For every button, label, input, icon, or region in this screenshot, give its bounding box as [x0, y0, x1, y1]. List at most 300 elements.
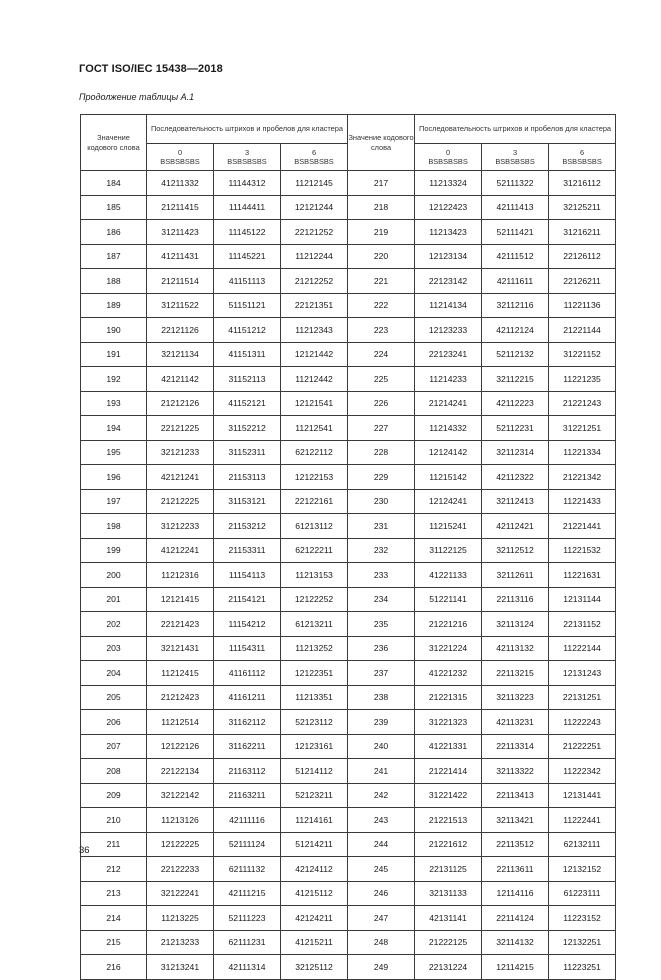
cluster-0-pattern-right: 41221232 [415, 661, 482, 686]
value-column-header-left: Значение кодового слова [81, 115, 147, 171]
cluster-0-pattern-left: 42121142 [147, 367, 214, 392]
cluster-pattern: BSBSBSBS [428, 157, 468, 166]
codeword-value-right: 240 [348, 734, 415, 759]
cluster-3-pattern-right: 32113223 [482, 685, 549, 710]
cluster-3-pattern-right: 42113132 [482, 636, 549, 661]
cluster-6-pattern-right: 11221433 [549, 489, 616, 514]
table-row [81, 244, 616, 269]
codeword-value-left: 191 [81, 342, 147, 367]
cluster-3-pattern-right: 22113413 [482, 783, 549, 808]
table-row [81, 367, 616, 392]
cluster-3-pattern-left: 21153311 [214, 538, 281, 563]
table-row [81, 538, 616, 563]
cluster-3-pattern-right: 42112421 [482, 514, 549, 539]
codeword-value-left: 205 [81, 685, 147, 710]
cluster-3-pattern-right: 42112124 [482, 318, 549, 343]
codeword-value-right: 222 [348, 293, 415, 318]
cluster-0-pattern-right: 22123241 [415, 342, 482, 367]
codeword-value-left: 206 [81, 710, 147, 735]
cluster-3-pattern-left: 11154212 [214, 612, 281, 637]
table-row [81, 710, 616, 735]
cluster-3-pattern-left: 11144312 [214, 171, 281, 196]
codeword-value-right: 217 [348, 171, 415, 196]
cluster-3-pattern-left: 41161112 [214, 661, 281, 686]
cluster-6-pattern-left: 11212442 [281, 367, 348, 392]
codeword-value-left: 213 [81, 881, 147, 906]
cluster-0-pattern-right: 11214134 [415, 293, 482, 318]
cluster-6-pattern-left: 22122161 [281, 489, 348, 514]
cluster-0-pattern-left: 31211522 [147, 293, 214, 318]
cluster-0-pattern-right: 11215142 [415, 465, 482, 490]
cluster-6-pattern-left: 41215112 [281, 881, 348, 906]
cluster-6-pattern-left: 11212145 [281, 171, 348, 196]
table-row [81, 465, 616, 490]
cluster-pattern: BSBSBSBS [294, 157, 334, 166]
cluster-3-pattern-left: 31152311 [214, 440, 281, 465]
table-row [81, 171, 616, 196]
cluster-0-pattern-right: 12124241 [415, 489, 482, 514]
cluster-6-pattern-right: 12131441 [549, 783, 616, 808]
table-row [81, 832, 616, 857]
cluster-3-pattern-right: 32112512 [482, 538, 549, 563]
cluster-6-pattern-left: 11214161 [281, 808, 348, 833]
cluster-3-pattern-left: 31152212 [214, 416, 281, 441]
table-row [81, 857, 616, 882]
cluster-6-pattern-left: 62122112 [281, 440, 348, 465]
pattern-group-header-right: Последовательность штрихов и пробелов для кластера [415, 115, 616, 144]
cluster-6-pattern-left: 42124211 [281, 906, 348, 931]
cluster-3-pattern-right: 52111322 [482, 171, 549, 196]
cluster-3-pattern-left: 11145122 [214, 220, 281, 245]
cluster-3-pattern-left: 52111223 [214, 906, 281, 931]
cluster-6-pattern-left: 11213153 [281, 563, 348, 588]
cluster-number: 6 [579, 147, 585, 157]
cluster-3-pattern-left: 42111314 [214, 955, 281, 980]
codeword-value-right: 231 [348, 514, 415, 539]
cluster-3-pattern-left: 42111215 [214, 881, 281, 906]
codeword-value-right: 227 [348, 416, 415, 441]
cluster-3-pattern-left: 11144411 [214, 195, 281, 220]
cluster-6-pattern-left: 12123161 [281, 734, 348, 759]
cluster-3-pattern-left: 51151121 [214, 293, 281, 318]
table-row [81, 342, 616, 367]
cluster-3-pattern-right: 32112413 [482, 489, 549, 514]
cluster-3-pattern-left: 31162112 [214, 710, 281, 735]
cluster-6-pattern-right: 61223111 [549, 881, 616, 906]
cluster-0-pattern-left: 31213241 [147, 955, 214, 980]
cluster-6-pattern-left: 41215211 [281, 930, 348, 955]
cluster-3-pattern-right: 32113421 [482, 808, 549, 833]
cluster-6-header-left [281, 144, 348, 171]
codeword-value-left: 204 [81, 661, 147, 686]
cluster-3-pattern-right: 32112611 [482, 563, 549, 588]
cluster-3-pattern-right: 52111421 [482, 220, 549, 245]
codeword-value-left: 186 [81, 220, 147, 245]
codeword-value-right: 230 [348, 489, 415, 514]
codeword-value-left: 195 [81, 440, 147, 465]
codeword-value-right: 242 [348, 783, 415, 808]
cluster-0-pattern-left: 32121233 [147, 440, 214, 465]
cluster-6-pattern-left: 11212244 [281, 244, 348, 269]
cluster-0-pattern-left: 32121134 [147, 342, 214, 367]
cluster-0-pattern-left: 22121126 [147, 318, 214, 343]
cluster-0-pattern-left: 22121423 [147, 612, 214, 637]
codeword-value-left: 214 [81, 906, 147, 931]
cluster-3-pattern-left: 31153121 [214, 489, 281, 514]
table-row [81, 930, 616, 955]
cluster-3-pattern-right: 12114116 [482, 881, 549, 906]
codeword-value-left: 188 [81, 269, 147, 294]
table-caption: Продолжение таблицы А.1 [79, 92, 195, 102]
cluster-0-pattern-right: 11214332 [415, 416, 482, 441]
table-row [81, 955, 616, 980]
cluster-6-pattern-right: 31221251 [549, 416, 616, 441]
cluster-3-pattern-left: 62111231 [214, 930, 281, 955]
pattern-group-header-left: Последовательность штрихов и пробелов для кластера [147, 115, 348, 144]
cluster-6-pattern-right: 11221631 [549, 563, 616, 588]
cluster-3-pattern-right: 52112132 [482, 342, 549, 367]
cluster-number: 0 [177, 147, 183, 157]
cluster-0-pattern-left: 22122134 [147, 759, 214, 784]
cluster-3-pattern-left: 41161211 [214, 685, 281, 710]
cluster-3-pattern-right: 42111413 [482, 195, 549, 220]
cluster-6-pattern-left: 22121252 [281, 220, 348, 245]
cluster-0-pattern-right: 42131141 [415, 906, 482, 931]
cluster-0-pattern-left: 22122233 [147, 857, 214, 882]
cluster-6-pattern-right: 11222144 [549, 636, 616, 661]
cluster-6-pattern-left: 51214112 [281, 759, 348, 784]
cluster-0-pattern-right: 11213324 [415, 171, 482, 196]
codeword-value-right: 220 [348, 244, 415, 269]
cluster-0-pattern-right: 32131133 [415, 881, 482, 906]
cluster-0-pattern-right: 11215241 [415, 514, 482, 539]
cluster-6-pattern-right: 31216112 [549, 171, 616, 196]
cluster-0-pattern-left: 21211415 [147, 195, 214, 220]
cluster-3-pattern-left: 41151311 [214, 342, 281, 367]
cluster-3-pattern-right: 42111611 [482, 269, 549, 294]
table-row [81, 808, 616, 833]
cluster-0-pattern-right: 21222125 [415, 930, 482, 955]
codeword-value-left: 187 [81, 244, 147, 269]
codeword-value-right: 248 [348, 930, 415, 955]
cluster-0-header-left [147, 144, 214, 171]
cluster-6-pattern-left: 12122252 [281, 587, 348, 612]
cluster-number: 3 [512, 147, 518, 157]
cluster-6-header-right [549, 144, 616, 171]
codeword-value-right: 237 [348, 661, 415, 686]
cluster-6-pattern-left: 11212541 [281, 416, 348, 441]
cluster-3-pattern-right: 32114132 [482, 930, 549, 955]
cluster-3-pattern-right: 32113124 [482, 612, 549, 637]
table-row [81, 636, 616, 661]
cluster-6-pattern-right: 22126211 [549, 269, 616, 294]
cluster-3-pattern-left: 31152113 [214, 367, 281, 392]
cluster-0-pattern-left: 11212514 [147, 710, 214, 735]
table-row [81, 269, 616, 294]
cluster-0-pattern-left: 41211431 [147, 244, 214, 269]
cluster-pattern: BSBSBSBS [562, 157, 602, 166]
cluster-0-pattern-left: 31211423 [147, 220, 214, 245]
cluster-0-pattern-left: 41211332 [147, 171, 214, 196]
table-row [81, 587, 616, 612]
codeword-value-left: 197 [81, 489, 147, 514]
cluster-0-pattern-right: 21221513 [415, 808, 482, 833]
cluster-0-pattern-left: 32121431 [147, 636, 214, 661]
cluster-6-pattern-right: 11221136 [549, 293, 616, 318]
codeword-value-right: 218 [348, 195, 415, 220]
codeword-table [80, 114, 616, 980]
table-row [81, 563, 616, 588]
cluster-number: 3 [244, 147, 250, 157]
cluster-6-pattern-right: 11223152 [549, 906, 616, 931]
codeword-value-left: 202 [81, 612, 147, 637]
codeword-value-right: 223 [348, 318, 415, 343]
cluster-3-pattern-left: 21163211 [214, 783, 281, 808]
cluster-pattern: BSBSBSBS [495, 157, 535, 166]
cluster-6-pattern-right: 11221235 [549, 367, 616, 392]
cluster-6-pattern-left: 12121541 [281, 391, 348, 416]
codeword-value-right: 225 [348, 367, 415, 392]
codeword-value-left: 196 [81, 465, 147, 490]
codeword-value-right: 239 [348, 710, 415, 735]
cluster-6-pattern-right: 32125211 [549, 195, 616, 220]
cluster-0-pattern-right: 31221422 [415, 783, 482, 808]
codeword-value-right: 244 [348, 832, 415, 857]
codeword-value-left: 216 [81, 955, 147, 980]
cluster-0-pattern-right: 21221612 [415, 832, 482, 857]
table-row [81, 759, 616, 784]
cluster-0-pattern-right: 12123233 [415, 318, 482, 343]
cluster-6-pattern-left: 22121351 [281, 293, 348, 318]
cluster-0-pattern-left: 12122225 [147, 832, 214, 857]
table-row [81, 220, 616, 245]
cluster-0-pattern-left: 42121241 [147, 465, 214, 490]
cluster-0-pattern-left: 11213126 [147, 808, 214, 833]
cluster-3-pattern-left: 41151212 [214, 318, 281, 343]
cluster-6-pattern-left: 12121244 [281, 195, 348, 220]
cluster-3-pattern-left: 21163112 [214, 759, 281, 784]
cluster-0-pattern-right: 12124142 [415, 440, 482, 465]
cluster-3-pattern-right: 42113231 [482, 710, 549, 735]
cluster-3-pattern-right: 22114124 [482, 906, 549, 931]
table-body [81, 171, 616, 980]
cluster-3-pattern-right: 42112223 [482, 391, 549, 416]
cluster-0-pattern-left: 32122241 [147, 881, 214, 906]
table-row [81, 783, 616, 808]
cluster-6-pattern-right: 21222251 [549, 734, 616, 759]
page-number: 36 [79, 845, 90, 856]
table-row [81, 489, 616, 514]
codeword-value-right: 229 [348, 465, 415, 490]
cluster-6-pattern-right: 21221342 [549, 465, 616, 490]
codeword-value-right: 238 [348, 685, 415, 710]
codeword-value-right: 232 [348, 538, 415, 563]
codeword-value-left: 210 [81, 808, 147, 833]
cluster-0-pattern-left: 32122142 [147, 783, 214, 808]
codeword-value-left: 184 [81, 171, 147, 196]
cluster-6-pattern-right: 21221243 [549, 391, 616, 416]
cluster-3-pattern-left: 52111124 [214, 832, 281, 857]
cluster-0-pattern-left: 21212423 [147, 685, 214, 710]
cluster-3-pattern-left: 11145221 [214, 244, 281, 269]
cluster-0-pattern-right: 11213423 [415, 220, 482, 245]
cluster-0-pattern-left: 11213225 [147, 906, 214, 931]
cluster-0-pattern-right: 21214241 [415, 391, 482, 416]
codeword-value-left: 208 [81, 759, 147, 784]
codeword-value-left: 190 [81, 318, 147, 343]
cluster-0-pattern-left: 12121415 [147, 587, 214, 612]
cluster-6-pattern-left: 32125112 [281, 955, 348, 980]
table-row [81, 416, 616, 441]
cluster-6-pattern-left: 61213211 [281, 612, 348, 637]
codeword-value-right: 243 [348, 808, 415, 833]
cluster-0-pattern-right: 41221331 [415, 734, 482, 759]
cluster-6-pattern-right: 21221441 [549, 514, 616, 539]
cluster-6-pattern-right: 11221532 [549, 538, 616, 563]
table-row [81, 661, 616, 686]
cluster-0-pattern-left: 21212225 [147, 489, 214, 514]
table-row [81, 612, 616, 637]
codeword-value-right: 236 [348, 636, 415, 661]
cluster-0-pattern-right: 31122125 [415, 538, 482, 563]
table-row [81, 734, 616, 759]
cluster-0-pattern-left: 11212415 [147, 661, 214, 686]
cluster-6-pattern-left: 12121442 [281, 342, 348, 367]
cluster-0-pattern-left: 21212126 [147, 391, 214, 416]
codeword-value-right: 246 [348, 881, 415, 906]
cluster-0-pattern-right: 31221224 [415, 636, 482, 661]
table-row [81, 318, 616, 343]
cluster-6-pattern-right: 21221144 [549, 318, 616, 343]
codeword-value-left: 201 [81, 587, 147, 612]
cluster-3-pattern-right: 52112231 [482, 416, 549, 441]
cluster-3-pattern-right: 22113116 [482, 587, 549, 612]
cluster-6-pattern-right: 12132152 [549, 857, 616, 882]
cluster-6-pattern-right: 11222441 [549, 808, 616, 833]
cluster-6-pattern-right: 31216211 [549, 220, 616, 245]
codeword-value-right: 221 [348, 269, 415, 294]
cluster-6-pattern-right: 11222342 [549, 759, 616, 784]
cluster-6-pattern-left: 51214211 [281, 832, 348, 857]
codeword-value-left: 189 [81, 293, 147, 318]
codeword-value-left: 211 [81, 832, 147, 857]
table-row [81, 881, 616, 906]
cluster-6-pattern-right: 12132251 [549, 930, 616, 955]
codeword-value-right: 219 [348, 220, 415, 245]
cluster-6-pattern-left: 61213112 [281, 514, 348, 539]
cluster-0-pattern-left: 31212233 [147, 514, 214, 539]
table-row [81, 391, 616, 416]
cluster-6-pattern-left: 52123112 [281, 710, 348, 735]
cluster-0-pattern-right: 22131125 [415, 857, 482, 882]
cluster-6-pattern-left: 12122351 [281, 661, 348, 686]
codeword-value-right: 233 [348, 563, 415, 588]
cluster-6-pattern-right: 11221334 [549, 440, 616, 465]
cluster-0-header-right [415, 144, 482, 171]
cluster-6-pattern-right: 31221152 [549, 342, 616, 367]
cluster-3-pattern-right: 22113611 [482, 857, 549, 882]
table-row [81, 906, 616, 931]
cluster-6-pattern-left: 11213351 [281, 685, 348, 710]
cluster-number: 6 [311, 147, 317, 157]
codeword-value-right: 226 [348, 391, 415, 416]
cluster-3-header-left [214, 144, 281, 171]
cluster-0-pattern-right: 22123142 [415, 269, 482, 294]
codeword-value-right: 247 [348, 906, 415, 931]
cluster-6-pattern-right: 22131251 [549, 685, 616, 710]
cluster-0-pattern-right: 21221315 [415, 685, 482, 710]
codeword-value-left: 198 [81, 514, 147, 539]
cluster-3-pattern-left: 42111116 [214, 808, 281, 833]
cluster-3-pattern-right: 42111512 [482, 244, 549, 269]
cluster-3-pattern-right: 22113512 [482, 832, 549, 857]
cluster-6-pattern-right: 12131144 [549, 587, 616, 612]
cluster-3-pattern-left: 11154113 [214, 563, 281, 588]
cluster-0-pattern-right: 51221141 [415, 587, 482, 612]
cluster-6-pattern-left: 11213252 [281, 636, 348, 661]
cluster-6-pattern-right: 62132111 [549, 832, 616, 857]
cluster-3-pattern-left: 41151113 [214, 269, 281, 294]
cluster-3-pattern-right: 22113215 [482, 661, 549, 686]
cluster-pattern: BSBSBSBS [160, 157, 200, 166]
codeword-value-right: 228 [348, 440, 415, 465]
cluster-0-pattern-right: 41221133 [415, 563, 482, 588]
cluster-0-pattern-right: 21221414 [415, 759, 482, 784]
codeword-value-right: 235 [348, 612, 415, 637]
codeword-value-left: 209 [81, 783, 147, 808]
codeword-value-left: 215 [81, 930, 147, 955]
codeword-value-right: 241 [348, 759, 415, 784]
cluster-6-pattern-left: 11212343 [281, 318, 348, 343]
codeword-value-left: 193 [81, 391, 147, 416]
cluster-pattern: BSBSBSBS [227, 157, 267, 166]
codeword-value-right: 245 [348, 857, 415, 882]
cluster-6-pattern-right: 12131243 [549, 661, 616, 686]
cluster-6-pattern-right: 11222243 [549, 710, 616, 735]
cluster-0-pattern-left: 21211514 [147, 269, 214, 294]
cluster-6-pattern-left: 42124112 [281, 857, 348, 882]
codeword-value-left: 207 [81, 734, 147, 759]
document-header: ГОСТ ISO/IEC 15438—2018 [79, 63, 223, 75]
cluster-3-pattern-left: 21153212 [214, 514, 281, 539]
cluster-6-pattern-left: 21212252 [281, 269, 348, 294]
codeword-value-right: 234 [348, 587, 415, 612]
cluster-6-pattern-left: 12122153 [281, 465, 348, 490]
cluster-0-pattern-right: 22131224 [415, 955, 482, 980]
codeword-value-left: 192 [81, 367, 147, 392]
cluster-0-pattern-left: 41212241 [147, 538, 214, 563]
cluster-0-pattern-left: 12122126 [147, 734, 214, 759]
cluster-number: 0 [445, 147, 451, 157]
cluster-0-pattern-right: 31221323 [415, 710, 482, 735]
cluster-3-pattern-left: 31162211 [214, 734, 281, 759]
table-row [81, 685, 616, 710]
cluster-6-pattern-left: 52123211 [281, 783, 348, 808]
cluster-3-pattern-right: 32112314 [482, 440, 549, 465]
cluster-6-pattern-right: 22126112 [549, 244, 616, 269]
cluster-0-pattern-right: 12122423 [415, 195, 482, 220]
codeword-value-right: 224 [348, 342, 415, 367]
cluster-3-pattern-left: 41152121 [214, 391, 281, 416]
cluster-0-pattern-right: 21221216 [415, 612, 482, 637]
codeword-value-left: 200 [81, 563, 147, 588]
codeword-value-left: 212 [81, 857, 147, 882]
cluster-6-pattern-right: 11223251 [549, 955, 616, 980]
table-row [81, 195, 616, 220]
cluster-0-pattern-left: 11212316 [147, 563, 214, 588]
table-row [81, 293, 616, 318]
cluster-3-header-right [482, 144, 549, 171]
